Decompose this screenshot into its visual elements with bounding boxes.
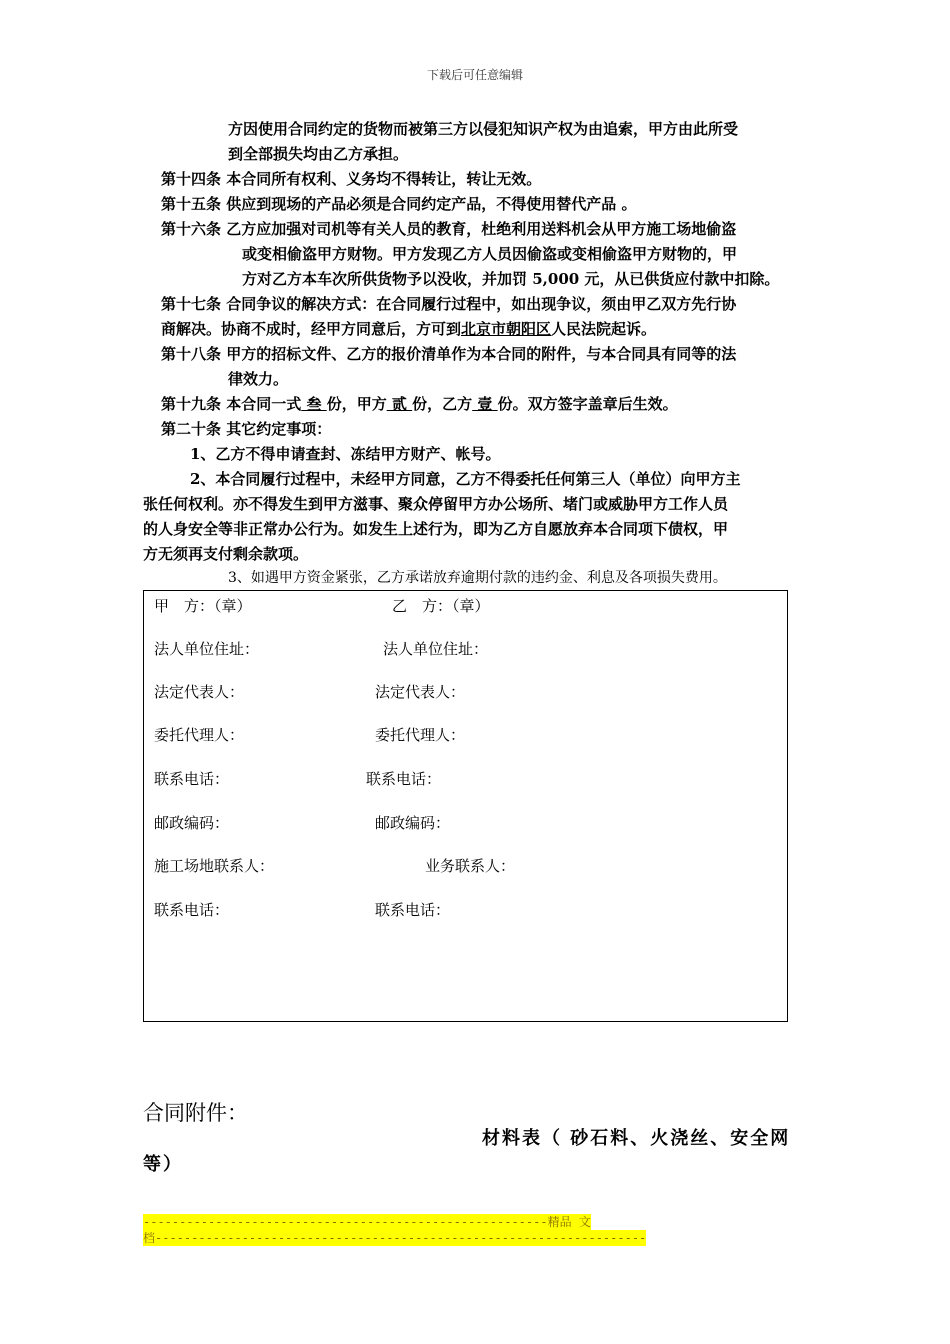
copies-party-b: 壹 (472, 395, 498, 413)
article-17-text-post: 人民法院起诉。 (551, 320, 657, 338)
article-15: 第十五条 供应到现场的产品必须是合同约定产品，不得使用替代产品 。 (161, 195, 637, 213)
copies-total: 叁 (301, 395, 327, 413)
article-18-line-2: 律效力。 (228, 370, 289, 388)
article-17-line-2 (161, 317, 656, 342)
party-a-postcode: 邮政编码： (154, 814, 230, 832)
annex-line-1: 材料表（ 砂石料、火浇丝、安全网 (482, 1128, 791, 1149)
footer-watermark-line-2: 档-------------------------------------------------------------------- (143, 1231, 647, 1245)
party-b-phone: 联系电话： (366, 770, 442, 788)
court-location: 北京市朝阳区 (461, 320, 552, 338)
party-a-label: 甲 方：（章） (154, 597, 252, 615)
party-a-site-phone: 联系电话： (154, 901, 230, 919)
party-a-site-contact: 施工场地联系人： (154, 857, 275, 875)
party-b-postcode: 邮政编码： (375, 814, 451, 832)
article-13-line-2: 到全部损失均由乙方承担。 (228, 145, 409, 163)
article-17-text-pre: 商解决。协商不成时，经甲方同意后，方可到 (161, 320, 462, 338)
party-b-label: 乙 方：（章） (392, 597, 490, 615)
party-a-phone: 联系电话： (154, 770, 230, 788)
article-19-mid1: 份，甲方 (326, 395, 387, 413)
item-3: 3、如遇甲方资金紧张，乙方承诺放弃逾期付款的违约金、利息及各项损失费用。 (228, 570, 727, 586)
party-a-agent: 委托代理人： (154, 726, 245, 744)
copies-party-a: 贰 (386, 395, 413, 413)
party-b-legal-rep: 法定代表人： (375, 683, 466, 701)
article-17-line-1: 第十七条 合同争议的解决方式：在合同履行过程中，如出现争议，须由甲乙双方先行协 (161, 295, 737, 313)
item-2-line-4: 方无须再支付剩余款项。 (143, 545, 309, 563)
party-b-business-contact: 业务联系人： (425, 857, 516, 875)
annex-line-2: 等） (143, 1154, 183, 1175)
item-2-line-3: 的人身安全等非正常办公行为。如发生上述行为，即为乙方自愿放弃本合同项下债权，甲 (143, 520, 729, 538)
article-16-line-2: 或变相偷盗甲方财物。甲方发现乙方人员因偷盗或变相偷盗甲方财物的，甲 (242, 245, 738, 263)
article-13-line-1: 方因使用合同约定的货物而被第三方以侵犯知识产权为由追索，甲方由此所受 (228, 120, 739, 138)
party-a-address: 法人单位住址： (154, 640, 260, 658)
party-b-business-phone: 联系电话： (375, 901, 451, 919)
party-a-legal-rep: 法定代表人： (154, 683, 245, 701)
item-2-line-2: 张任何权利。亦不得发生到甲方滋事、聚众停留甲方办公场所、堵门或威胁甲方工作人员 (143, 495, 729, 513)
annex-title: 合同附件： (143, 1101, 248, 1125)
item-1: 1、乙方不得申请查封、冻结甲方财产、帐号。 (190, 445, 501, 463)
article-16-line-3: 方对乙方本车次所供货物予以没收，并加罚 5,000 元，从已供货应付款中扣除。 (242, 270, 780, 288)
article-19 (161, 392, 678, 417)
item-2-line-1: 2、本合同履行过程中，未经甲方同意，乙方不得委托任何第三人（单位）向甲方主 (190, 470, 741, 488)
article-19-pre: 第十九条 本合同一式 (161, 395, 302, 413)
page-header: 下载后可任意编辑 (426, 68, 523, 82)
article-14: 第十四条 本合同所有权利、义务均不得转让，转让无效。 (161, 170, 542, 188)
article-20: 第二十条 其它约定事项： (161, 420, 332, 438)
footer-watermark-line-1: --------------------------------------------------------精品 文 (143, 1215, 591, 1229)
article-16-line-1: 第十六条 乙方应加强对司机等有关人员的教育，杜绝利用送料机会从甲方施工场地偷盗 (161, 220, 737, 238)
article-18-line-1: 第十八条 甲方的招标文件、乙方的报价清单作为本合同的附件，与本合同具有同等的法 (161, 345, 737, 363)
signature-table (143, 590, 788, 1022)
article-19-mid2: 份，乙方 (412, 395, 473, 413)
party-b-agent: 委托代理人： (375, 726, 466, 744)
article-19-post: 份。双方签字盖章后生效。 (497, 395, 678, 413)
party-b-address: 法人单位住址： (383, 640, 489, 658)
